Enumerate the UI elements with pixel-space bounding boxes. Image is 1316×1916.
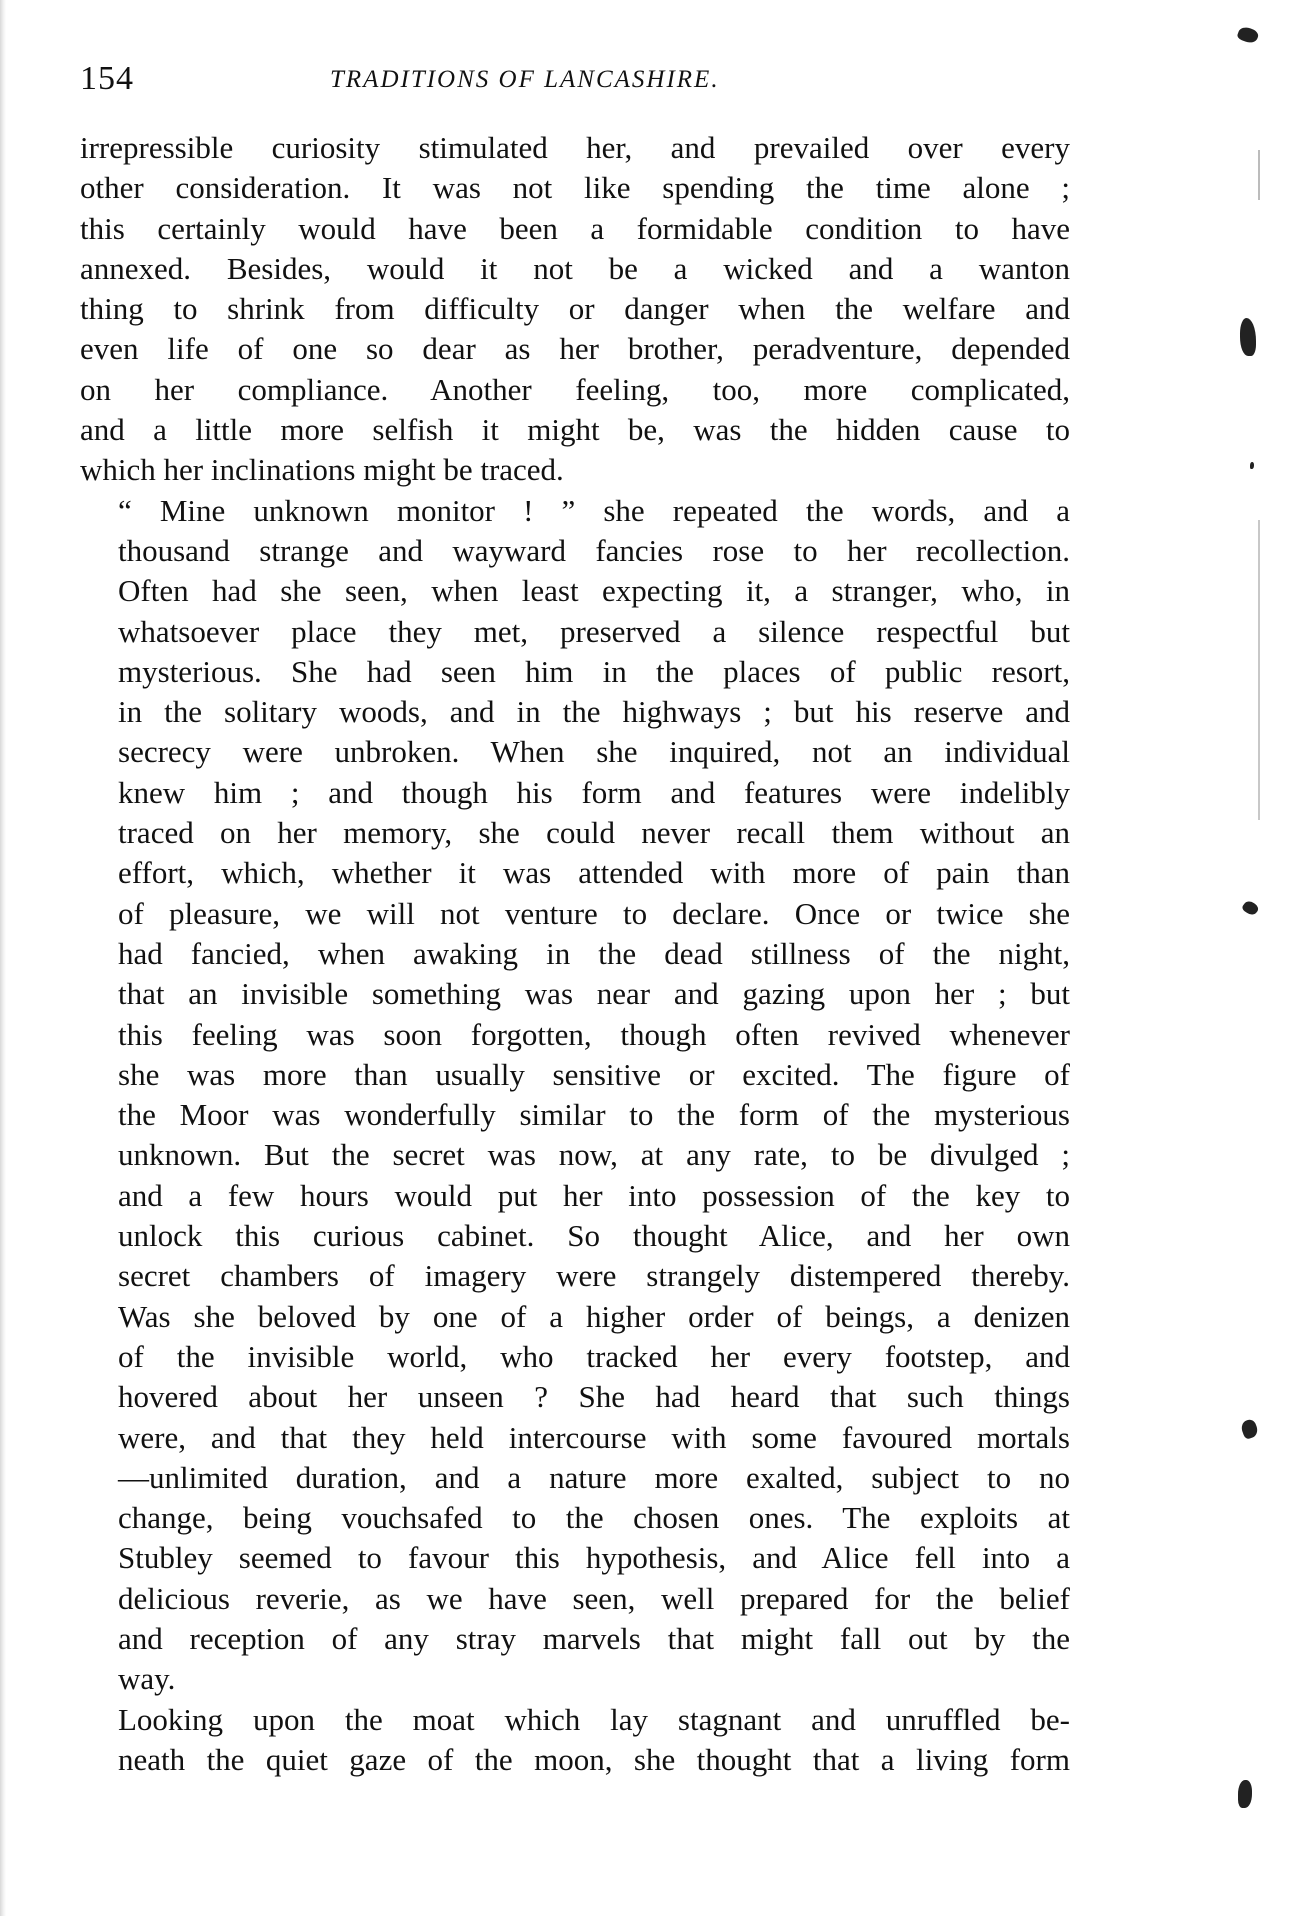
text-line: annexed. Besides, would it not be a wicked and a wanton: [80, 250, 1070, 286]
text-line: thing to shrink from difficulty or danger when the welfare and: [80, 291, 1070, 327]
text-line: this certainly would have been a formidable condition to have: [80, 210, 1070, 246]
ink-speck: [1236, 25, 1260, 45]
text-line: in the solitary woods, and in the highways ; but his reserve and: [118, 694, 1070, 730]
text-line: which her inclinations might be traced.: [80, 452, 564, 488]
text-line: traced on her memory, she could never recall them without an: [118, 815, 1070, 851]
text-line: hovered about her unseen ? She had heard that such things: [118, 1379, 1070, 1415]
text-line: way.: [118, 1661, 176, 1697]
text-line: and reception of any stray marvels that might fall out by the: [118, 1620, 1070, 1656]
text-line: had fancied, when awaking in the dead stillness of the night,: [118, 935, 1070, 971]
text-line: the Moor was wonderfully similar to the form of the mysterious: [118, 1097, 1070, 1133]
paragraph-1: [80, 128, 1070, 491]
text-line: secret chambers of imagery were strangely distempered thereby.: [118, 1258, 1070, 1294]
page-binding-edge: [0, 0, 6, 1916]
ink-speck: [1250, 462, 1254, 469]
text-line: change, being vouchsafed to the chosen ones. The exploits at: [118, 1500, 1070, 1536]
text-line: Looking upon the moat which lay stagnant and unruffled be-: [118, 1701, 1070, 1737]
paragraph-2: [80, 491, 1070, 1700]
text-line: “ Mine unknown monitor ! ” she repeated the words, and a: [118, 492, 1070, 528]
text-line: this feeling was soon forgotten, though often revived whenever: [118, 1016, 1070, 1052]
ink-speck: [1239, 1418, 1259, 1440]
ink-speck: [1238, 1780, 1252, 1808]
text-line: unlock this curious cabinet. So thought Alice, and her own: [118, 1218, 1070, 1254]
running-title: TRADITIONS OF LANCASHIRE.: [330, 66, 720, 93]
text-line: and a few hours would put her into possession of the key to: [118, 1177, 1070, 1213]
text-line: irrepressible curiosity stimulated her, and prevailed over every: [80, 130, 1070, 165]
text-line: were, and that they held intercourse with some favoured mortals: [118, 1419, 1070, 1455]
text-line: and a little more selfish it might be, was the hidden cause to: [80, 412, 1070, 448]
text-line: that an invisible something was near and gazing upon her ; but: [118, 976, 1070, 1012]
text-line: she was more than usually sensitive or excited. The figure of: [118, 1056, 1070, 1092]
text-line: mysterious. She had seen him in the places of public resort,: [118, 653, 1070, 689]
text-line: Often had she seen, when least expecting it, a stranger, who, in: [118, 573, 1070, 609]
text-line: of pleasure, we will not venture to declare. Once or twice she: [118, 895, 1070, 931]
paragraph-3: [80, 1700, 1070, 1781]
text-line: whatsoever place they met, preserved a silence respectful but: [118, 613, 1070, 649]
text-line: knew him ; and though his form and features were indelibly: [118, 774, 1070, 810]
text-line: even life of one so dear as her brother, peradventure, depended: [80, 331, 1070, 367]
text-line: delicious reverie, as we have seen, well prepared for the belief: [118, 1580, 1070, 1616]
text-line: of the invisible world, who tracked her every footstep, and: [118, 1338, 1070, 1374]
scan-margin-rule: [1258, 520, 1260, 820]
text-line: unknown. But the secret was now, at any rate, to be divulged ;: [118, 1137, 1070, 1173]
text-line: Stubley seemed to favour this hypothesis, and Alice fell into a: [118, 1540, 1070, 1576]
page-number: 154: [80, 60, 134, 97]
text-line: thousand strange and wayward fancies rose to her recollection.: [118, 532, 1070, 568]
page-header: [80, 58, 1070, 102]
scan-margin-rule: [1258, 150, 1260, 200]
text-line: effort, which, whether it was attended with more of pain than: [118, 855, 1070, 891]
text-line: other consideration. It was not like spending the time alone ;: [80, 170, 1070, 206]
text-line: on her compliance. Another feeling, too, more complicated,: [80, 371, 1070, 407]
text-line: secrecy were unbroken. When she inquired, not an individual: [118, 734, 1070, 770]
text-line: —unlimited duration, and a nature more exalted, subject to no: [118, 1459, 1070, 1495]
text-line: Was she beloved by one of a higher order of beings, a denizen: [118, 1298, 1070, 1334]
body-text: [80, 128, 1070, 1780]
ink-speck: [1241, 899, 1260, 917]
ink-speck: [1240, 318, 1256, 356]
text-line: neath the quiet gaze of the moon, she thought that a living form: [118, 1741, 1070, 1777]
